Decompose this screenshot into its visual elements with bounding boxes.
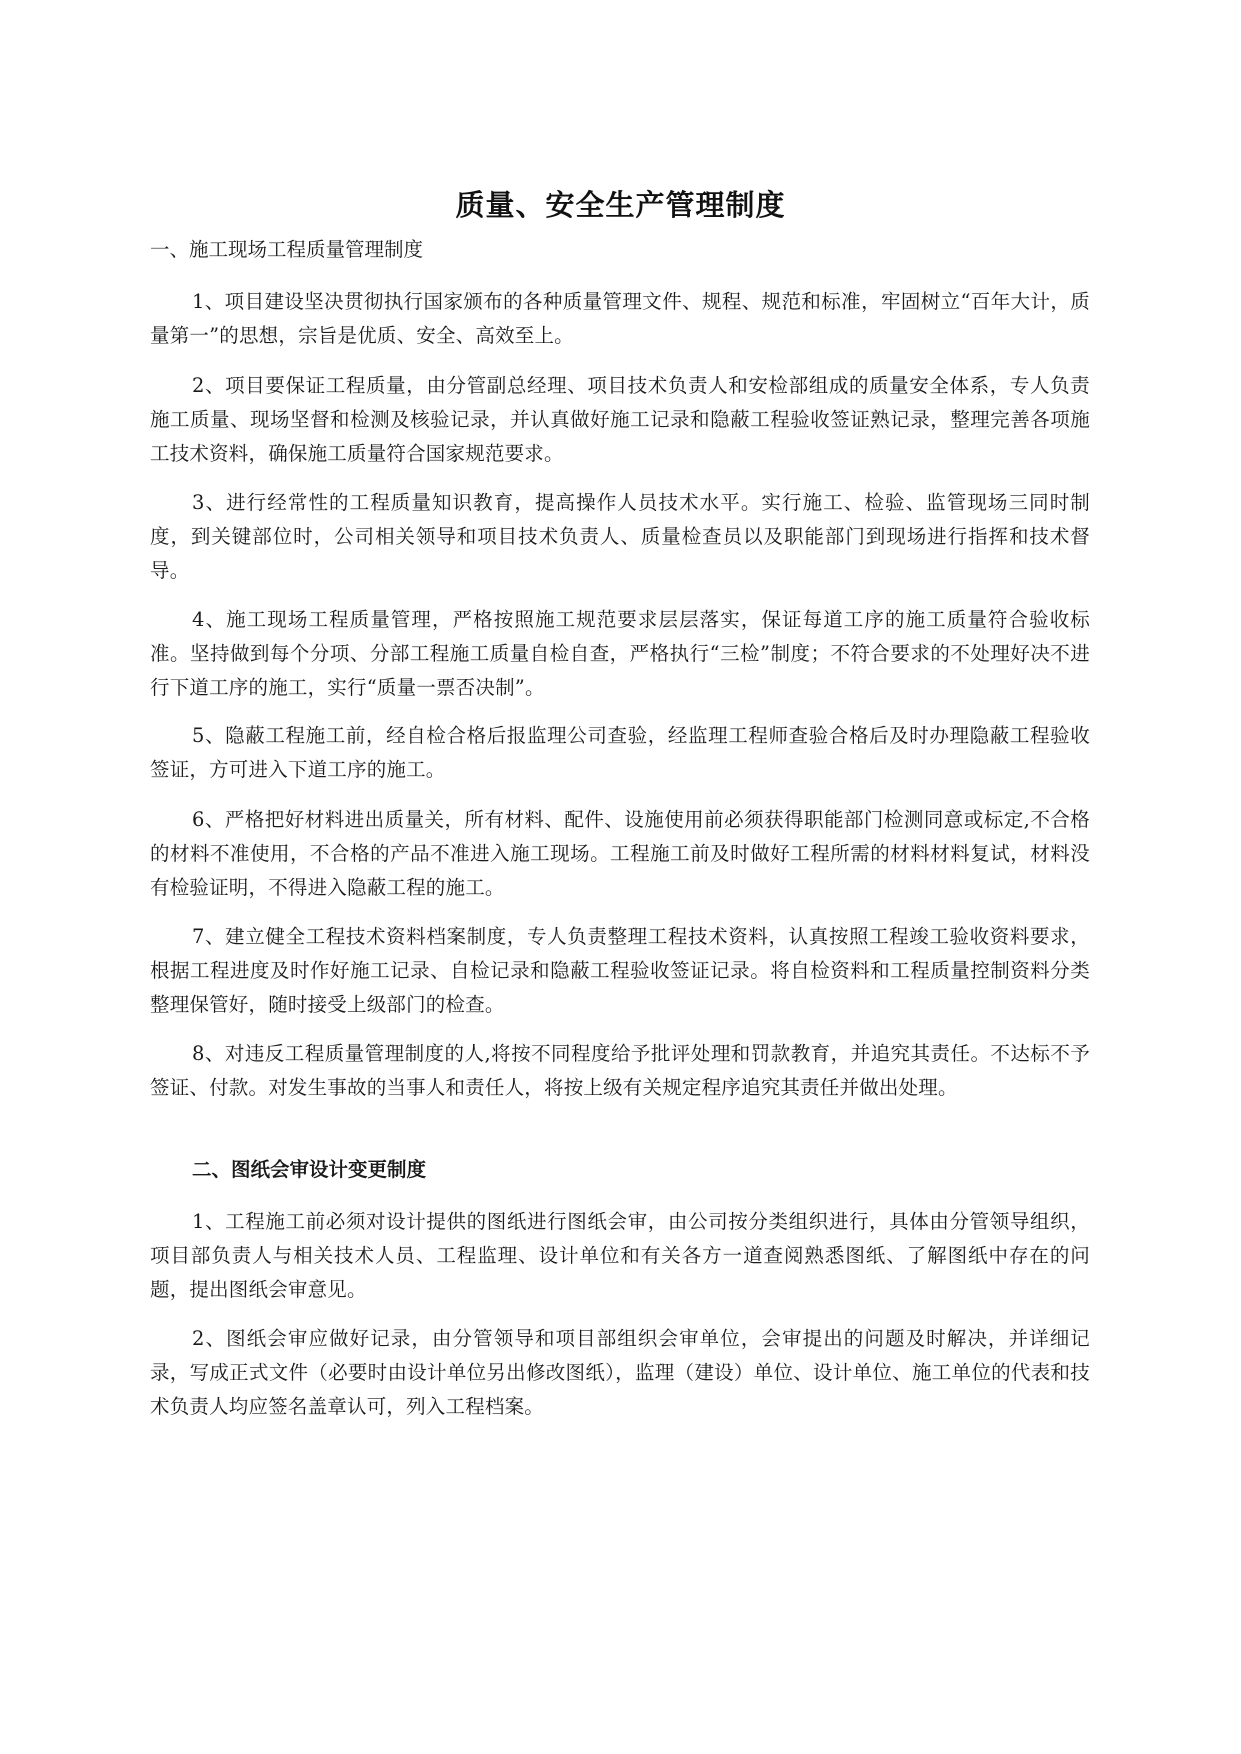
paragraph-1-8: 8、对违反工程质量管理制度的人,将按不同程度给予批评处理和罚款教育，并追究其责任。不达标不予签证、付款。对发生事故的当事人和责任人，将按上级有关规定程序追究其责任并做出处理。 xyxy=(150,1042,1090,1099)
paragraph-1-7: 7、建立健全工程技术资料档案制度，专人负责整理工程技术资料，认真按照工程竣工验收资料要求，根据工程进度及时作好施工记录、自检记录和隐蔽工程验收签证记录。将自检资料和工程质量控制资料分类整理保管好，随时接受上级部门的检查。 xyxy=(150,925,1090,1016)
paragraph-2-2: 2、图纸会审应做好记录，由分管领导和项目部组织会审单位，会审提出的问题及时解决，并详细记录，写成正式文件（必要时由设计单位另出修改图纸），监理（建设）单位、设计单位、施工单位的代表和技术负责人均应签名盖章认可，列入工程档案。 xyxy=(150,1327,1090,1418)
paragraph-1-3: 3、进行经常性的工程质量知识教育，提高操作人员技术水平。实行施工、检验、监管现场三同时制度，到关键部位时，公司相关领导和项目技术负责人、质量检查员以及职能部门到现场进行指挥和技术督导。 xyxy=(150,491,1090,582)
paragraph-2-1: 1、工程施工前必须对设计提供的图纸进行图纸会审，由公司按分类组织进行，具体由分管领导组织，项目部负责人与相关技术人员、工程监理、设计单位和有关各方一道查阅熟悉图纸、了解图纸中存在的问题，提出图纸会审意见。 xyxy=(150,1210,1090,1301)
section-heading-1: 一、施工现场工程质量管理制度 xyxy=(150,238,424,261)
page-title: 质量、安全生产管理制度 xyxy=(455,188,786,222)
paragraph-1-4: 4、施工现场工程质量管理，严格按照施工规范要求层层落实，保证每道工序的施工质量符合验收标准。坚持做到每个分项、分部工程施工质量自检自查，严格执行“三检”制度；不符合要求的不处理好决不进行下道工序的施工，实行“质量一票否决制”。 xyxy=(150,608,1090,699)
paragraph-1-2: 2、项目要保证工程质量，由分管副总经理、项目技术负责人和安检部组成的质量安全体系，专人负责施工质量、现场坚督和检测及核验记录，并认真做好施工记录和隐蔽工程验收签证熟记录，整理完善各项施工技术资料，确保施工质量符合国家规范要求。 xyxy=(150,374,1090,465)
section-heading-2: 二、图纸会审设计变更制度 xyxy=(192,1158,427,1181)
paragraph-1-5: 5、隐蔽工程施工前，经自检合格后报监理公司查验，经监理工程师查验合格后及时办理隐蔽工程验收签证，方可进入下道工序的施工。 xyxy=(150,724,1090,781)
paragraph-1-6: 6、严格把好材料进出质量关，所有材料、配件、设施使用前必须获得职能部门检测同意或标定,不合格的材料不准使用，不合格的产品不准进入施工现场。工程施工前及时做好工程所需的材料材料复试，材料没有检验证明，不得进入隐蔽工程的施工。 xyxy=(150,808,1090,899)
paragraph-1-1: 1、项目建设坚决贯彻执行国家颁布的各种质量管理文件、规程、规范和标准，牢固树立“百年大计，质量第一”的思想，宗旨是优质、安全、高效至上。 xyxy=(150,290,1090,347)
